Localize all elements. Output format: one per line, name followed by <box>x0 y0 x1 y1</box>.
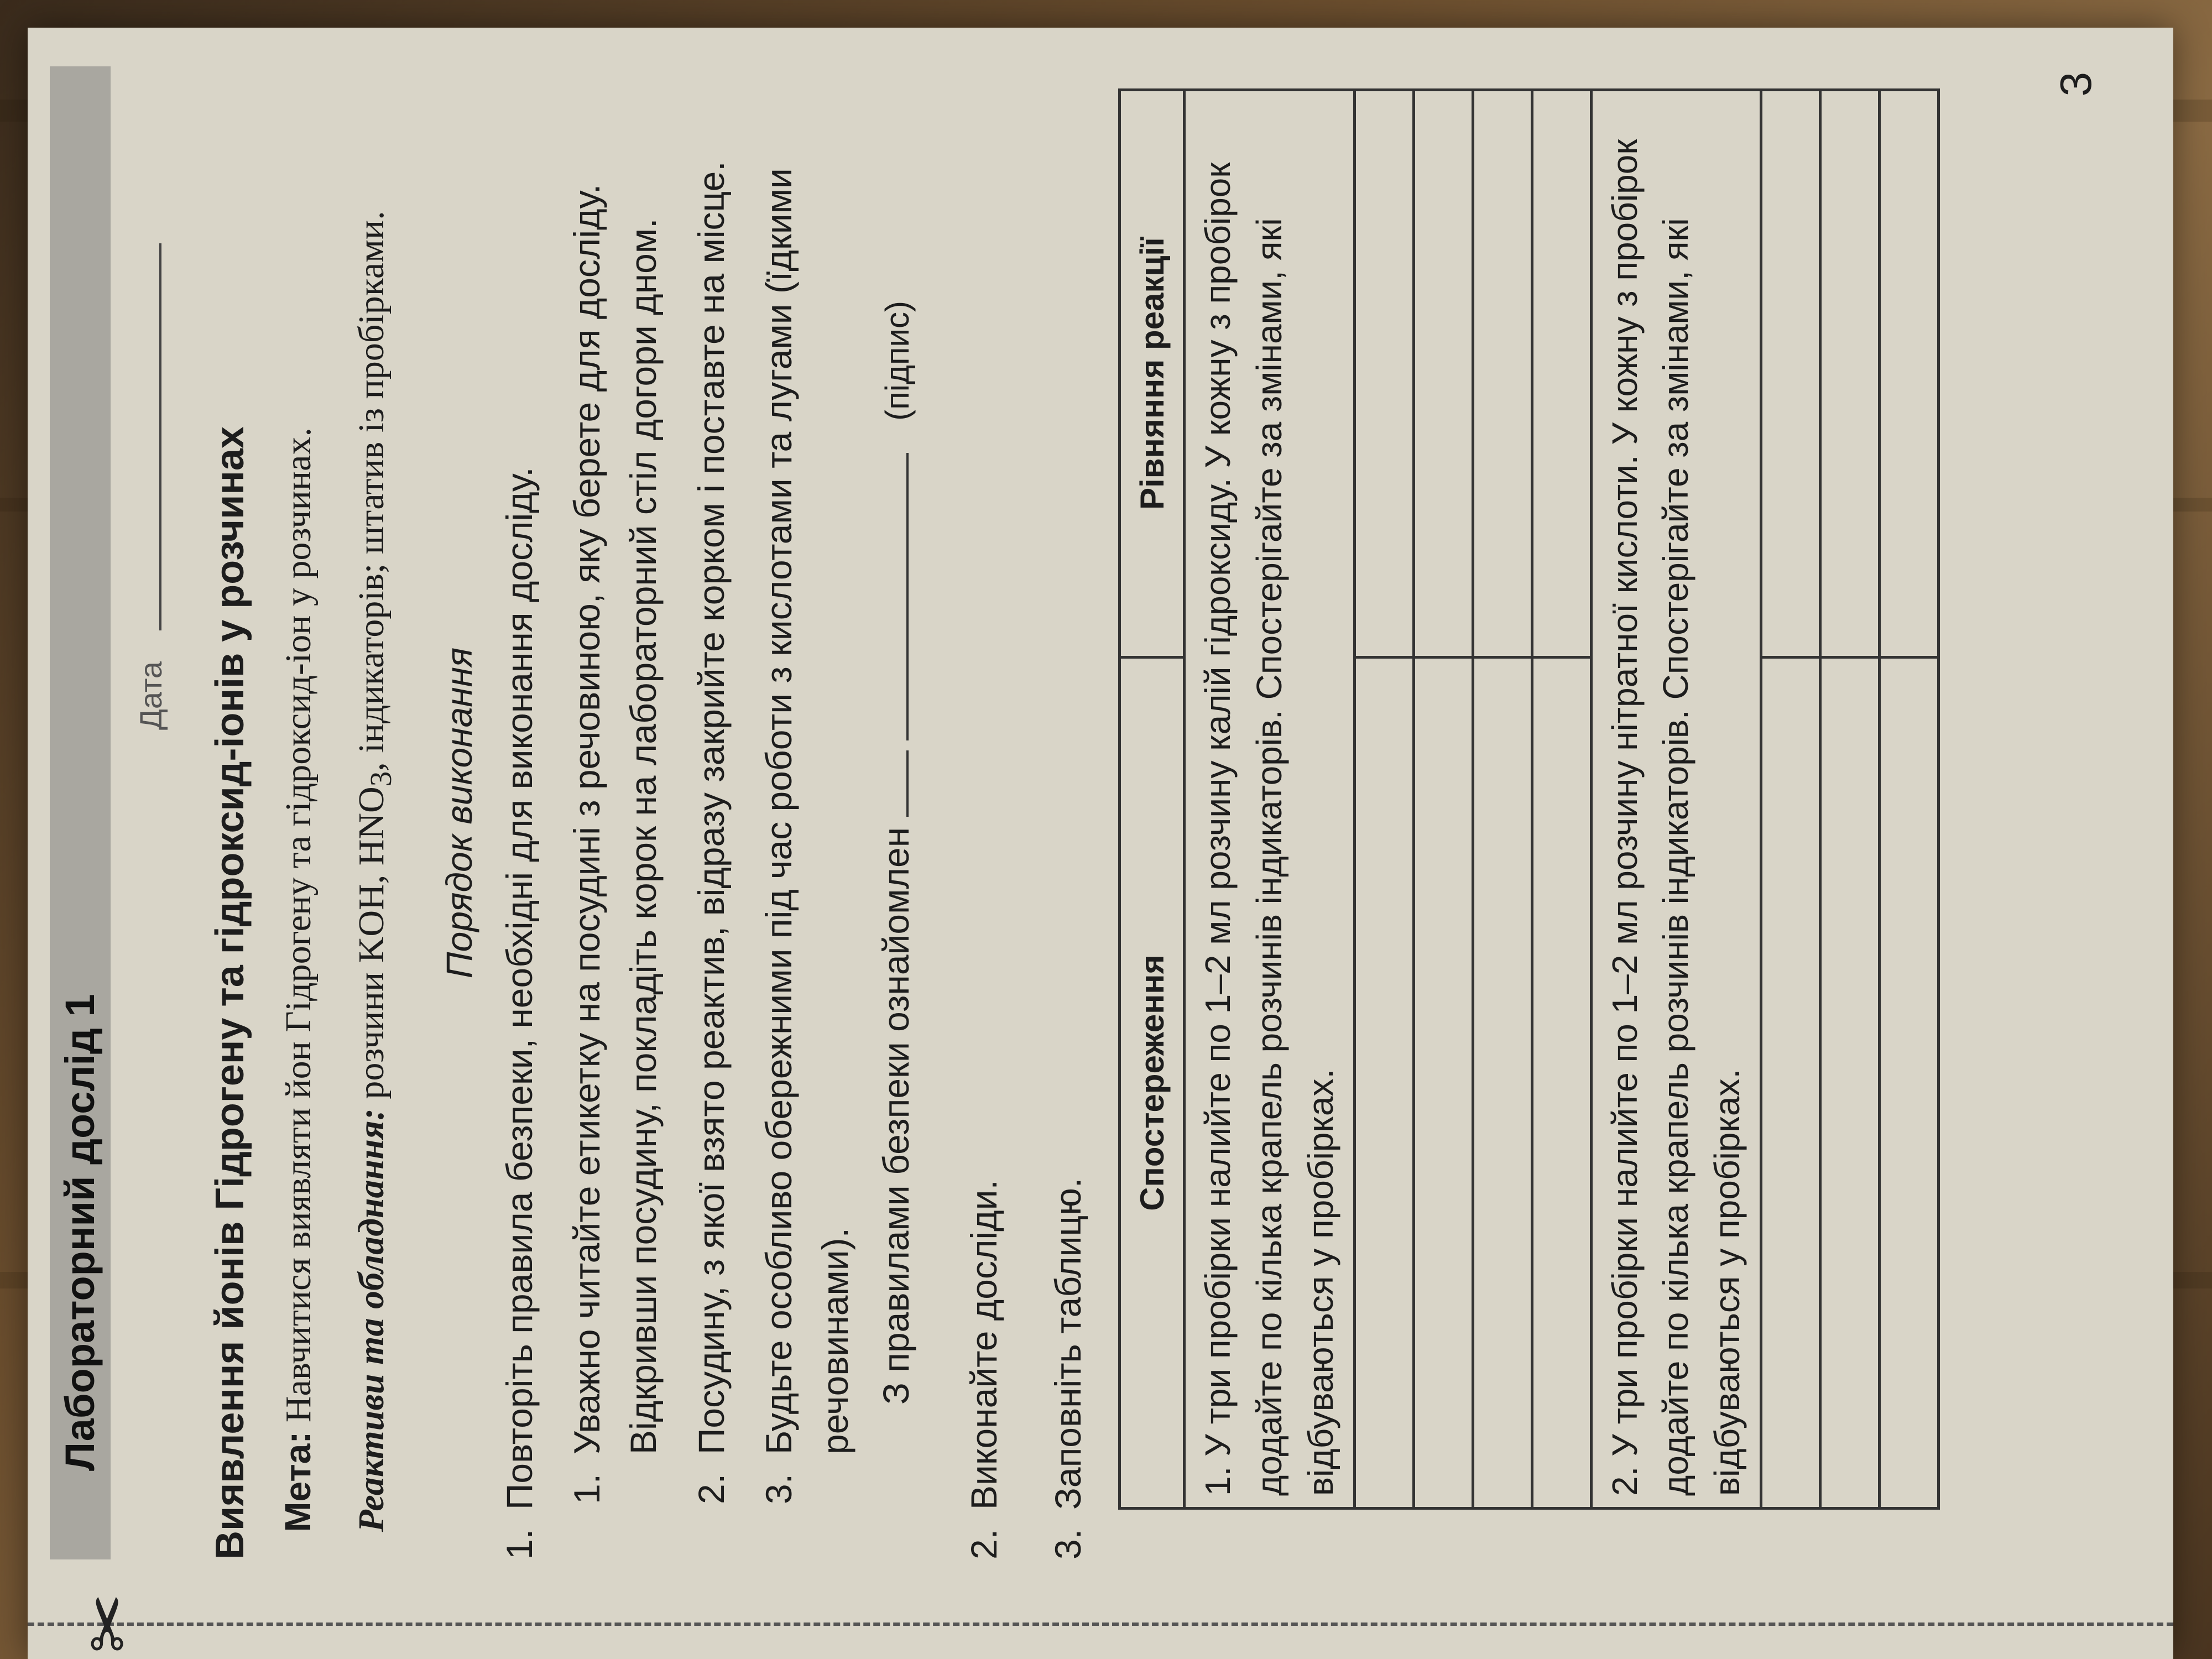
step-text: Будьте особливо обережними під час роботи з кислотами та лугами (їдкими речовинами). <box>758 168 856 1454</box>
equation-header: Рівняння реакції <box>1120 90 1185 658</box>
equation-cell[interactable] <box>1473 90 1532 658</box>
reagents-subscript: 3 <box>364 771 398 787</box>
equation-cell[interactable] <box>1532 90 1591 658</box>
procedure-heading: Порядок виконання <box>438 647 479 979</box>
date-label: Дата <box>133 661 168 730</box>
procedure-step <box>491 66 547 1559</box>
task-1-text: 1. У три пробірки налийте по 1–2 мл розчину калій гідроксиду. У кожну з пробірок додайте по кілька крапель розчинів індикаторів. Спостерігайте за змінами, які відбуваються у пробірках. <box>1185 90 1354 1509</box>
lab-header: Лабораторний дослід 1 <box>50 66 111 1559</box>
step-number: 1. <box>566 1473 608 1504</box>
equation-cell[interactable] <box>1879 90 1938 658</box>
reagents-label: Реактиви та обладнання: <box>351 1108 392 1532</box>
observation-cell[interactable] <box>1473 658 1532 1509</box>
procedure-step <box>1040 66 1096 1559</box>
equation-cell[interactable] <box>1413 90 1473 658</box>
page-number: 3 <box>2051 72 2100 97</box>
task-row <box>1591 90 1761 1509</box>
table-header-row <box>1120 90 1185 1509</box>
task-2-text: 2. У три пробірки налийте по 1–2 мл розчину нітратної кислоти. У кожну з пробірок додайте по кілька крапель розчинів індикаторів. Спостерігайте за змінами, які відбуваються у пробірках. <box>1591 90 1761 1509</box>
step-text: Повторіть правила безпеки, необхідні для виконання досліду. <box>498 467 540 1510</box>
step-number: 2. <box>963 1528 1004 1559</box>
table-row <box>1879 90 1938 1509</box>
step-text: Виконайте досліди. <box>963 1180 1004 1510</box>
table-row <box>1532 90 1591 1509</box>
page-content <box>50 66 1940 1559</box>
step-text: Заповніть таблицю. <box>1047 1177 1088 1510</box>
table-row <box>1820 90 1879 1509</box>
experiment-title: Виявлення йонів Гідрогену та гідроксид-іонів у розчинах <box>208 426 252 1559</box>
procedure-step <box>956 66 1012 1559</box>
table-row <box>1473 90 1532 1509</box>
acquainted-row <box>875 66 917 1559</box>
date-field[interactable] <box>159 243 161 630</box>
table-row <box>1761 90 1820 1509</box>
safety-rule <box>750 66 864 1559</box>
equation-cell[interactable] <box>1820 90 1879 658</box>
scissors-icon: ✂ <box>66 1593 150 1653</box>
observation-cell[interactable] <box>1820 658 1879 1509</box>
workbook-page <box>28 28 2173 1659</box>
cut-line <box>28 1623 2173 1626</box>
reagents-text: розчини KOH, HNO <box>351 786 392 1099</box>
safety-rule <box>559 66 672 1559</box>
date-row <box>133 66 169 1559</box>
observation-table <box>1118 88 1940 1510</box>
acquainted-ending-field[interactable] <box>906 750 909 817</box>
signature-field[interactable] <box>906 453 909 740</box>
observation-cell[interactable] <box>1761 658 1820 1509</box>
step-number: 3. <box>1047 1528 1088 1559</box>
observation-header: Спостереження <box>1120 658 1185 1509</box>
table-row <box>1354 90 1413 1509</box>
task-row <box>1185 90 1354 1509</box>
equation-cell[interactable] <box>1761 90 1820 658</box>
step-number: 1. <box>498 1528 540 1559</box>
step-text: Уважно читайте етикетку на посудині з речовиною, яку берете для досліду. Відкривши посудину, покладіть корок на лабораторний стіл догори дном. <box>566 184 664 1454</box>
reagents-paragraph <box>343 66 404 1559</box>
goal-text: Навчитися виявляти йон Гідрогену та гідроксид-іон у розчинах. <box>278 427 319 1423</box>
step-text: Посудину, з якої взято реактив, відразу закрийте корком і поставте на місце. <box>690 161 732 1454</box>
safety-rule <box>683 66 739 1559</box>
goal-paragraph <box>269 66 327 1559</box>
step-number: 2. <box>690 1473 732 1504</box>
signature-label: (підпис) <box>878 300 916 421</box>
observation-cell[interactable] <box>1879 658 1938 1509</box>
observation-cell[interactable] <box>1354 658 1413 1509</box>
reagents-text-2: , індикаторів; штатив із пробірками. <box>351 211 392 771</box>
equation-cell[interactable] <box>1354 90 1413 658</box>
table-row <box>1413 90 1473 1509</box>
acquainted-text: З правилами безпеки ознайомлен <box>875 827 916 1405</box>
step-number: 3. <box>758 1473 799 1504</box>
observation-cell[interactable] <box>1532 658 1591 1509</box>
goal-label: Мета: <box>277 1431 318 1532</box>
observation-cell[interactable] <box>1413 658 1473 1509</box>
